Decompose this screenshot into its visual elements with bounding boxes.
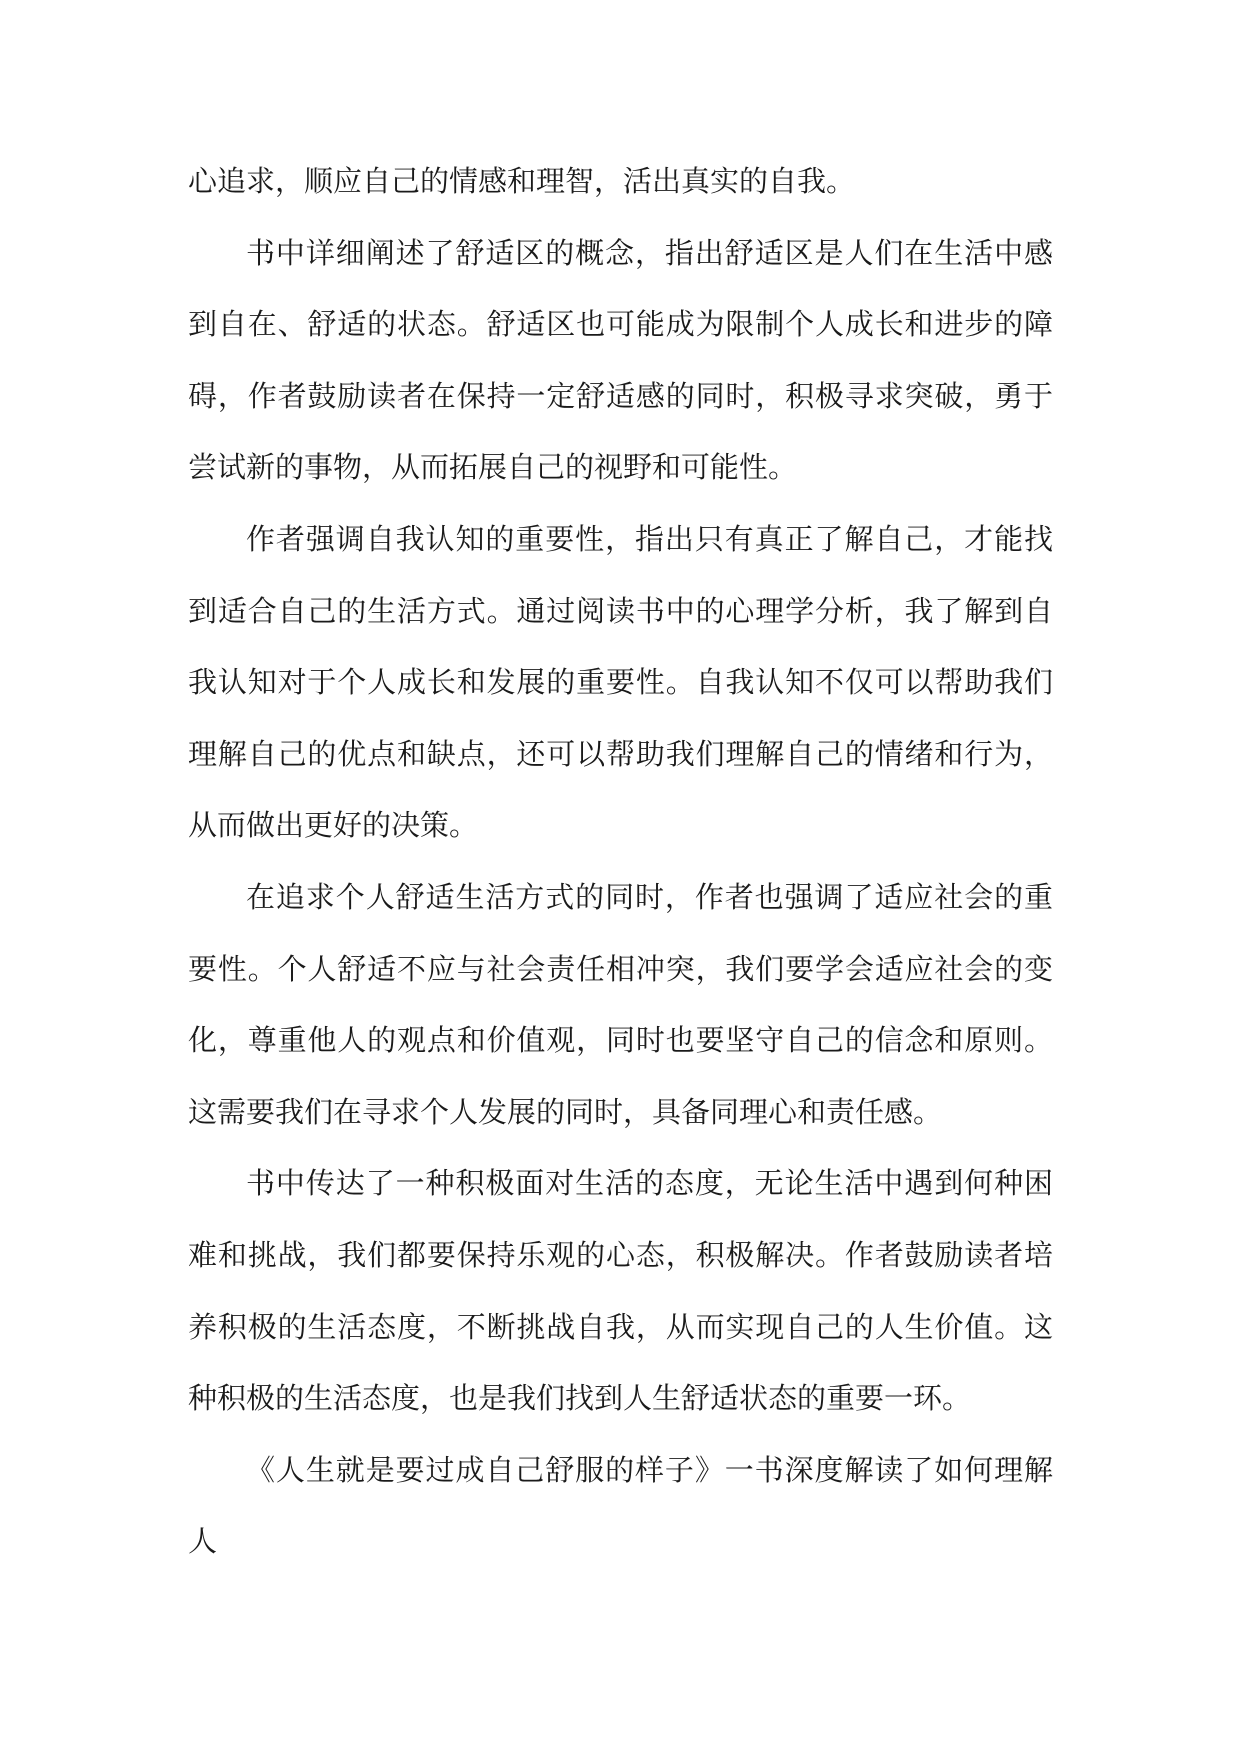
paragraph-continued: 心追求，顺应自己的情感和理智，活出真实的自我。 [188,164,856,198]
body-text [188,146,1053,1578]
paragraph-book-summary: 《人生就是要过成自己舒服的样子》一书深度解读了如何理解人 [188,1452,1053,1559]
paragraph-positive-attitude: 书中传达了一种积极面对生活的态度，无论生活中遇到何种困难和挑战，我们都要保持乐观的心态，积极解决。作者鼓励读者培养积极的生活态度，不断挑战自我，从而实现自己的人生价值。这种积极的生活态度，也是我们找到人生舒适状态的重要一环。 [188,1166,1053,1416]
paragraph-social-adaptation: 在追求个人舒适生活方式的同时，作者也强调了适应社会的重要性。个人舒适不应与社会责任相冲突，我们要学会适应社会的变化，尊重他人的观点和价值观，同时也要坚守自己的信念和原则。这需要我们在寻求个人发展的同时，具备同理心和责任感。 [188,879,1053,1129]
paragraph-self-awareness: 作者强调自我认知的重要性，指出只有真正了解自己，才能找到适合自己的生活方式。通过阅读书中的心理学分析，我了解到自我认知对于个人成长和发展的重要性。自我认知不仅可以帮助我们理解自己的优点和缺点，还可以帮助我们理解自己的情绪和行为，从而做出更好的决策。 [188,521,1053,843]
paragraph-comfort-zone: 书中详细阐述了舒适区的概念，指出舒适区是人们在生活中感到自在、舒适的状态。舒适区也可能成为限制个人成长和进步的障碍，作者鼓励读者在保持一定舒适感的同时，积极寻求突破，勇于尝试新的事物，从而拓展自己的视野和可能性。 [188,235,1053,485]
